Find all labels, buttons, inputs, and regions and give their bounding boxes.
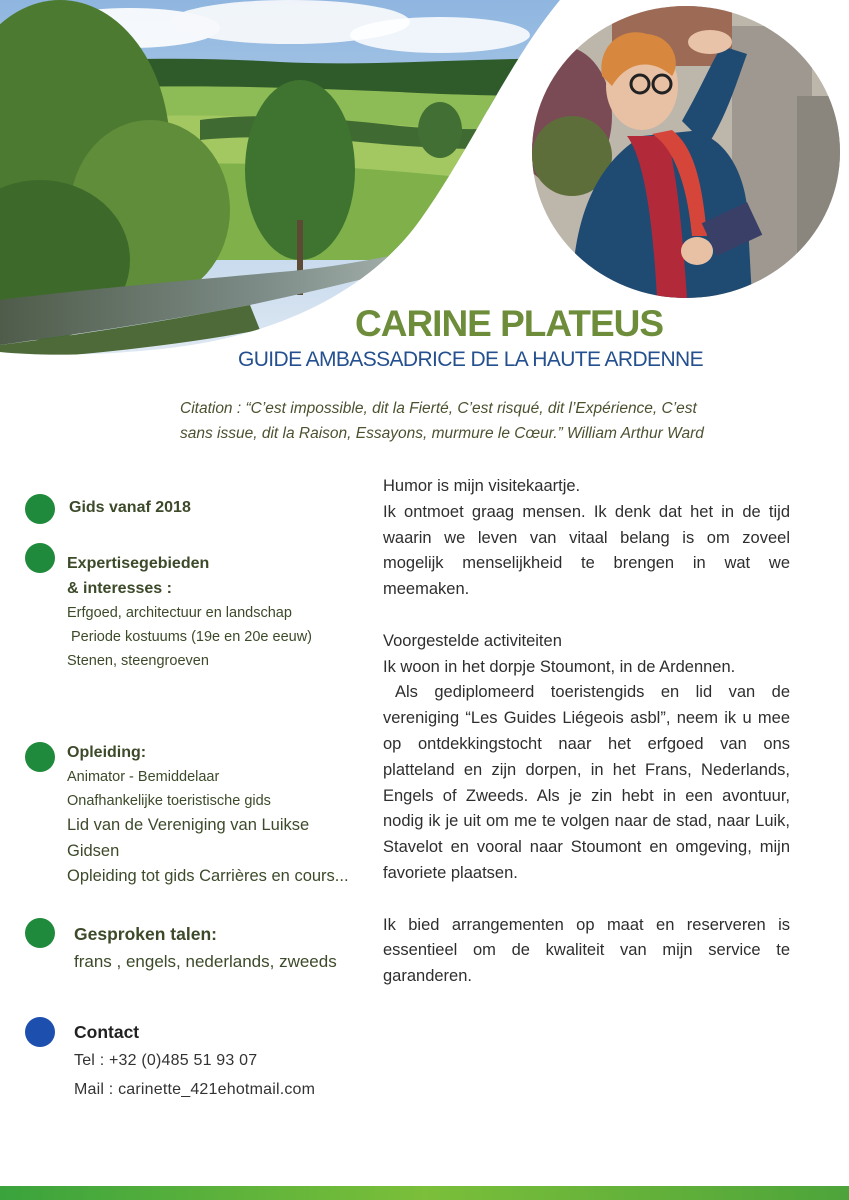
guide-name: CARINE PLATEUS — [355, 303, 664, 344]
languages-heading: Gesproken talen: — [74, 924, 217, 944]
biography-text — [383, 474, 790, 990]
contact-mail[interactable]: Mail : carinette_421ehotmail.com — [74, 1081, 316, 1098]
activities-heading: Voorgestelde activiteiten — [383, 631, 562, 650]
education-item: Opleiding tot gids Carrières en cours... — [67, 867, 349, 885]
bio-paragraph: Humor is mijn visitekaartje. — [383, 477, 581, 495]
guide-portrait-photo — [532, 6, 840, 298]
quote — [180, 396, 740, 446]
portrait-illustration — [532, 6, 840, 298]
bio-paragraph: Ik woon in het dorpje Stoumont, in de Ardennen. — [383, 657, 736, 676]
paragraph-spacer — [383, 887, 790, 913]
bullet-dot-education — [25, 742, 55, 772]
expertise-heading-line1: Expertisegebieden — [67, 555, 210, 572]
expertise-heading-line2: & interesses : — [67, 580, 172, 597]
guide-role: GUIDE AMBASSADRICE DE LA HAUTE ARDENNE — [238, 348, 703, 371]
education-item: Animator - Bemiddelaar — [67, 769, 220, 785]
contact-heading: Contact — [74, 1022, 140, 1042]
bio-paragraph: Als gediplomeerd toeristengids en lid van de vereniging “Les Guides Liégeois asbl”, neem ik u mee op ontdekkingstocht naar het erfgoed van ons platteland en zijn dorpen, in het Frans, Nederlands, Engels of Zweeds. Als je zin hebt in een avontuur, nodig ik je uit om me te volgen naar de stad, naar Luik, Stavelot en vooral naar Stoumont en omgeving, mijn favoriete plaatsen. — [383, 683, 790, 882]
education-item: Gidsen — [67, 842, 120, 860]
paragraph-spacer — [383, 603, 790, 629]
education-heading: Opleiding: — [67, 744, 147, 761]
bullet-dot-since — [25, 494, 55, 524]
contact-phone[interactable]: Tel : +32 (0)485 51 93 07 — [74, 1052, 258, 1069]
bullet-dot-contact — [25, 1017, 55, 1047]
education-item: Lid van de Vereniging van Luikse — [67, 816, 310, 834]
languages-value: frans , engels, nederlands, zweeds — [74, 952, 337, 971]
education-item: Onafhankelijke toeristische gids — [67, 793, 271, 809]
quote-line-2: sans issue, dit la Raison, Essayons, murmure le Cœur.” William Arthur Ward — [180, 425, 704, 442]
bio-paragraph: Ik ontmoet graag mensen. Ik denk dat het in de tijd waarin we leven van vitaal belang is om zoveel mogelijk menselijkheid te brengen in wat we meemaken. — [383, 502, 790, 599]
expertise-item: Periode kostuums (19e en 20e eeuw) — [71, 629, 313, 645]
quote-line-1: Citation : “C’est impossible, dit la Fierté, C’est risqué, dit l’Expérience, C’est — [180, 400, 697, 417]
since-heading: Gids vanaf 2018 — [69, 499, 191, 516]
bullet-dot-expertise — [25, 543, 55, 573]
footer-accent-bar — [0, 1186, 849, 1200]
expertise-item: Erfgoed, architectuur en landschap — [67, 605, 292, 621]
bullet-dot-languages — [25, 918, 55, 948]
bio-paragraph: Ik bied arrangementen op maat en reserveren is essentieel om de kwaliteit van mijn service te garanderen. — [383, 915, 790, 986]
expertise-item: Stenen, steengroeven — [67, 653, 209, 669]
